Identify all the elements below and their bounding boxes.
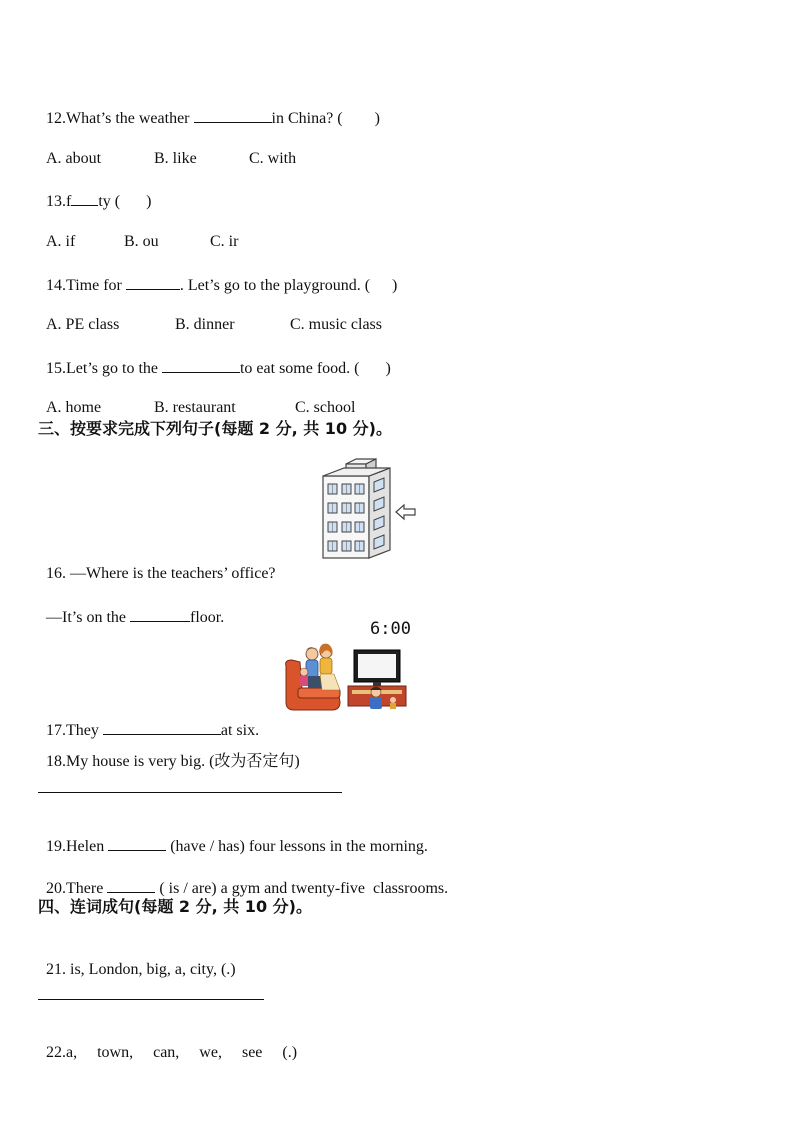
question-text: in China? ( bbox=[271, 110, 343, 127]
question-text: ty ( bbox=[98, 193, 121, 210]
question-number: 13. bbox=[46, 193, 66, 210]
question-number: 16. bbox=[46, 565, 66, 582]
question-text: —Where is the teachers’ office? bbox=[66, 565, 276, 582]
question-text: . Let’s go to the playground. ( bbox=[179, 277, 371, 294]
building-illustration bbox=[318, 456, 418, 562]
answer-blank[interactable] bbox=[71, 190, 98, 206]
clock-time-label: 6:00 bbox=[370, 619, 411, 639]
option-b: B. like bbox=[154, 150, 197, 167]
answer-text: —It’s on the bbox=[46, 609, 130, 626]
question-text: at six. bbox=[220, 722, 260, 739]
answer-blank[interactable] bbox=[194, 107, 272, 123]
question-18 bbox=[38, 732, 300, 772]
question-text: Let’s go to the bbox=[66, 360, 162, 377]
question-text: a, town, can, we, see (.) bbox=[66, 1044, 298, 1061]
option-c: C. with bbox=[249, 150, 297, 167]
answer-blank[interactable] bbox=[162, 357, 240, 373]
section-4-heading: 四、连词成句(每题 2 分, 共 10 分)。 bbox=[38, 897, 312, 916]
question-text: f bbox=[66, 193, 72, 210]
question-text: (have / has) four lessons in the morning. bbox=[166, 838, 428, 855]
question-text: There bbox=[66, 880, 108, 897]
question-21 bbox=[38, 940, 236, 980]
answer-blank[interactable] bbox=[107, 877, 155, 893]
answer-16 bbox=[38, 586, 224, 628]
question-number: 14. bbox=[46, 277, 66, 294]
question-number: 12. bbox=[46, 110, 66, 127]
option-b: B. restaurant bbox=[154, 399, 236, 416]
question-15 bbox=[38, 337, 391, 379]
option-a: A. PE class bbox=[46, 316, 120, 333]
options-12 bbox=[38, 129, 296, 169]
answer-text: floor. bbox=[190, 609, 225, 626]
question-text: They bbox=[66, 722, 103, 739]
question-14 bbox=[38, 254, 397, 296]
question-number: 21. bbox=[46, 961, 66, 978]
question-12 bbox=[38, 87, 380, 129]
question-text: ( is / are) a gym and twenty-five classrooms. bbox=[155, 880, 449, 897]
option-c: C. music class bbox=[290, 316, 382, 333]
option-a: A. if bbox=[46, 233, 76, 250]
question-text: My house is very big. (改为否定句) bbox=[66, 753, 300, 770]
question-number: 18. bbox=[46, 753, 66, 770]
question-22 bbox=[38, 1023, 297, 1063]
question-number: 22. bbox=[46, 1044, 66, 1061]
question-19 bbox=[38, 815, 428, 857]
option-b: B. dinner bbox=[175, 316, 235, 333]
options-13 bbox=[38, 212, 238, 252]
arrow-left-icon bbox=[396, 505, 415, 519]
question-13 bbox=[38, 170, 151, 212]
paren-close: ) bbox=[146, 193, 152, 210]
question-text: to eat some food. ( bbox=[239, 360, 360, 377]
option-b: B. ou bbox=[124, 233, 159, 250]
question-text: Time for bbox=[66, 277, 126, 294]
option-c: C. ir bbox=[210, 233, 239, 250]
question-number: 17. bbox=[46, 722, 66, 739]
question-text: What’s the weather bbox=[66, 110, 194, 127]
question-text: Helen bbox=[66, 838, 109, 855]
question-number: 15. bbox=[46, 360, 66, 377]
options-15 bbox=[38, 378, 355, 418]
paren-close: ) bbox=[392, 277, 398, 294]
question-number: 20. bbox=[46, 880, 66, 897]
answer-line-18[interactable] bbox=[38, 792, 342, 793]
question-text: is, London, big, a, city, (.) bbox=[66, 961, 236, 978]
paren-close: ) bbox=[385, 360, 391, 377]
answer-blank[interactable] bbox=[130, 606, 190, 622]
answer-blank[interactable] bbox=[108, 835, 166, 851]
question-20 bbox=[38, 857, 448, 899]
option-a: A. about bbox=[46, 150, 102, 167]
answer-line-21[interactable] bbox=[38, 999, 264, 1000]
option-c: C. school bbox=[295, 399, 356, 416]
section-3-heading: 三、按要求完成下列句子(每题 2 分, 共 10 分)。 bbox=[38, 419, 392, 438]
answer-blank[interactable] bbox=[126, 274, 180, 290]
question-number: 19. bbox=[46, 838, 66, 855]
options-14 bbox=[38, 295, 382, 335]
question-16 bbox=[38, 544, 276, 584]
family-watching-tv-illustration bbox=[280, 640, 410, 714]
option-a: A. home bbox=[46, 399, 102, 416]
paren-close: ) bbox=[374, 110, 380, 127]
